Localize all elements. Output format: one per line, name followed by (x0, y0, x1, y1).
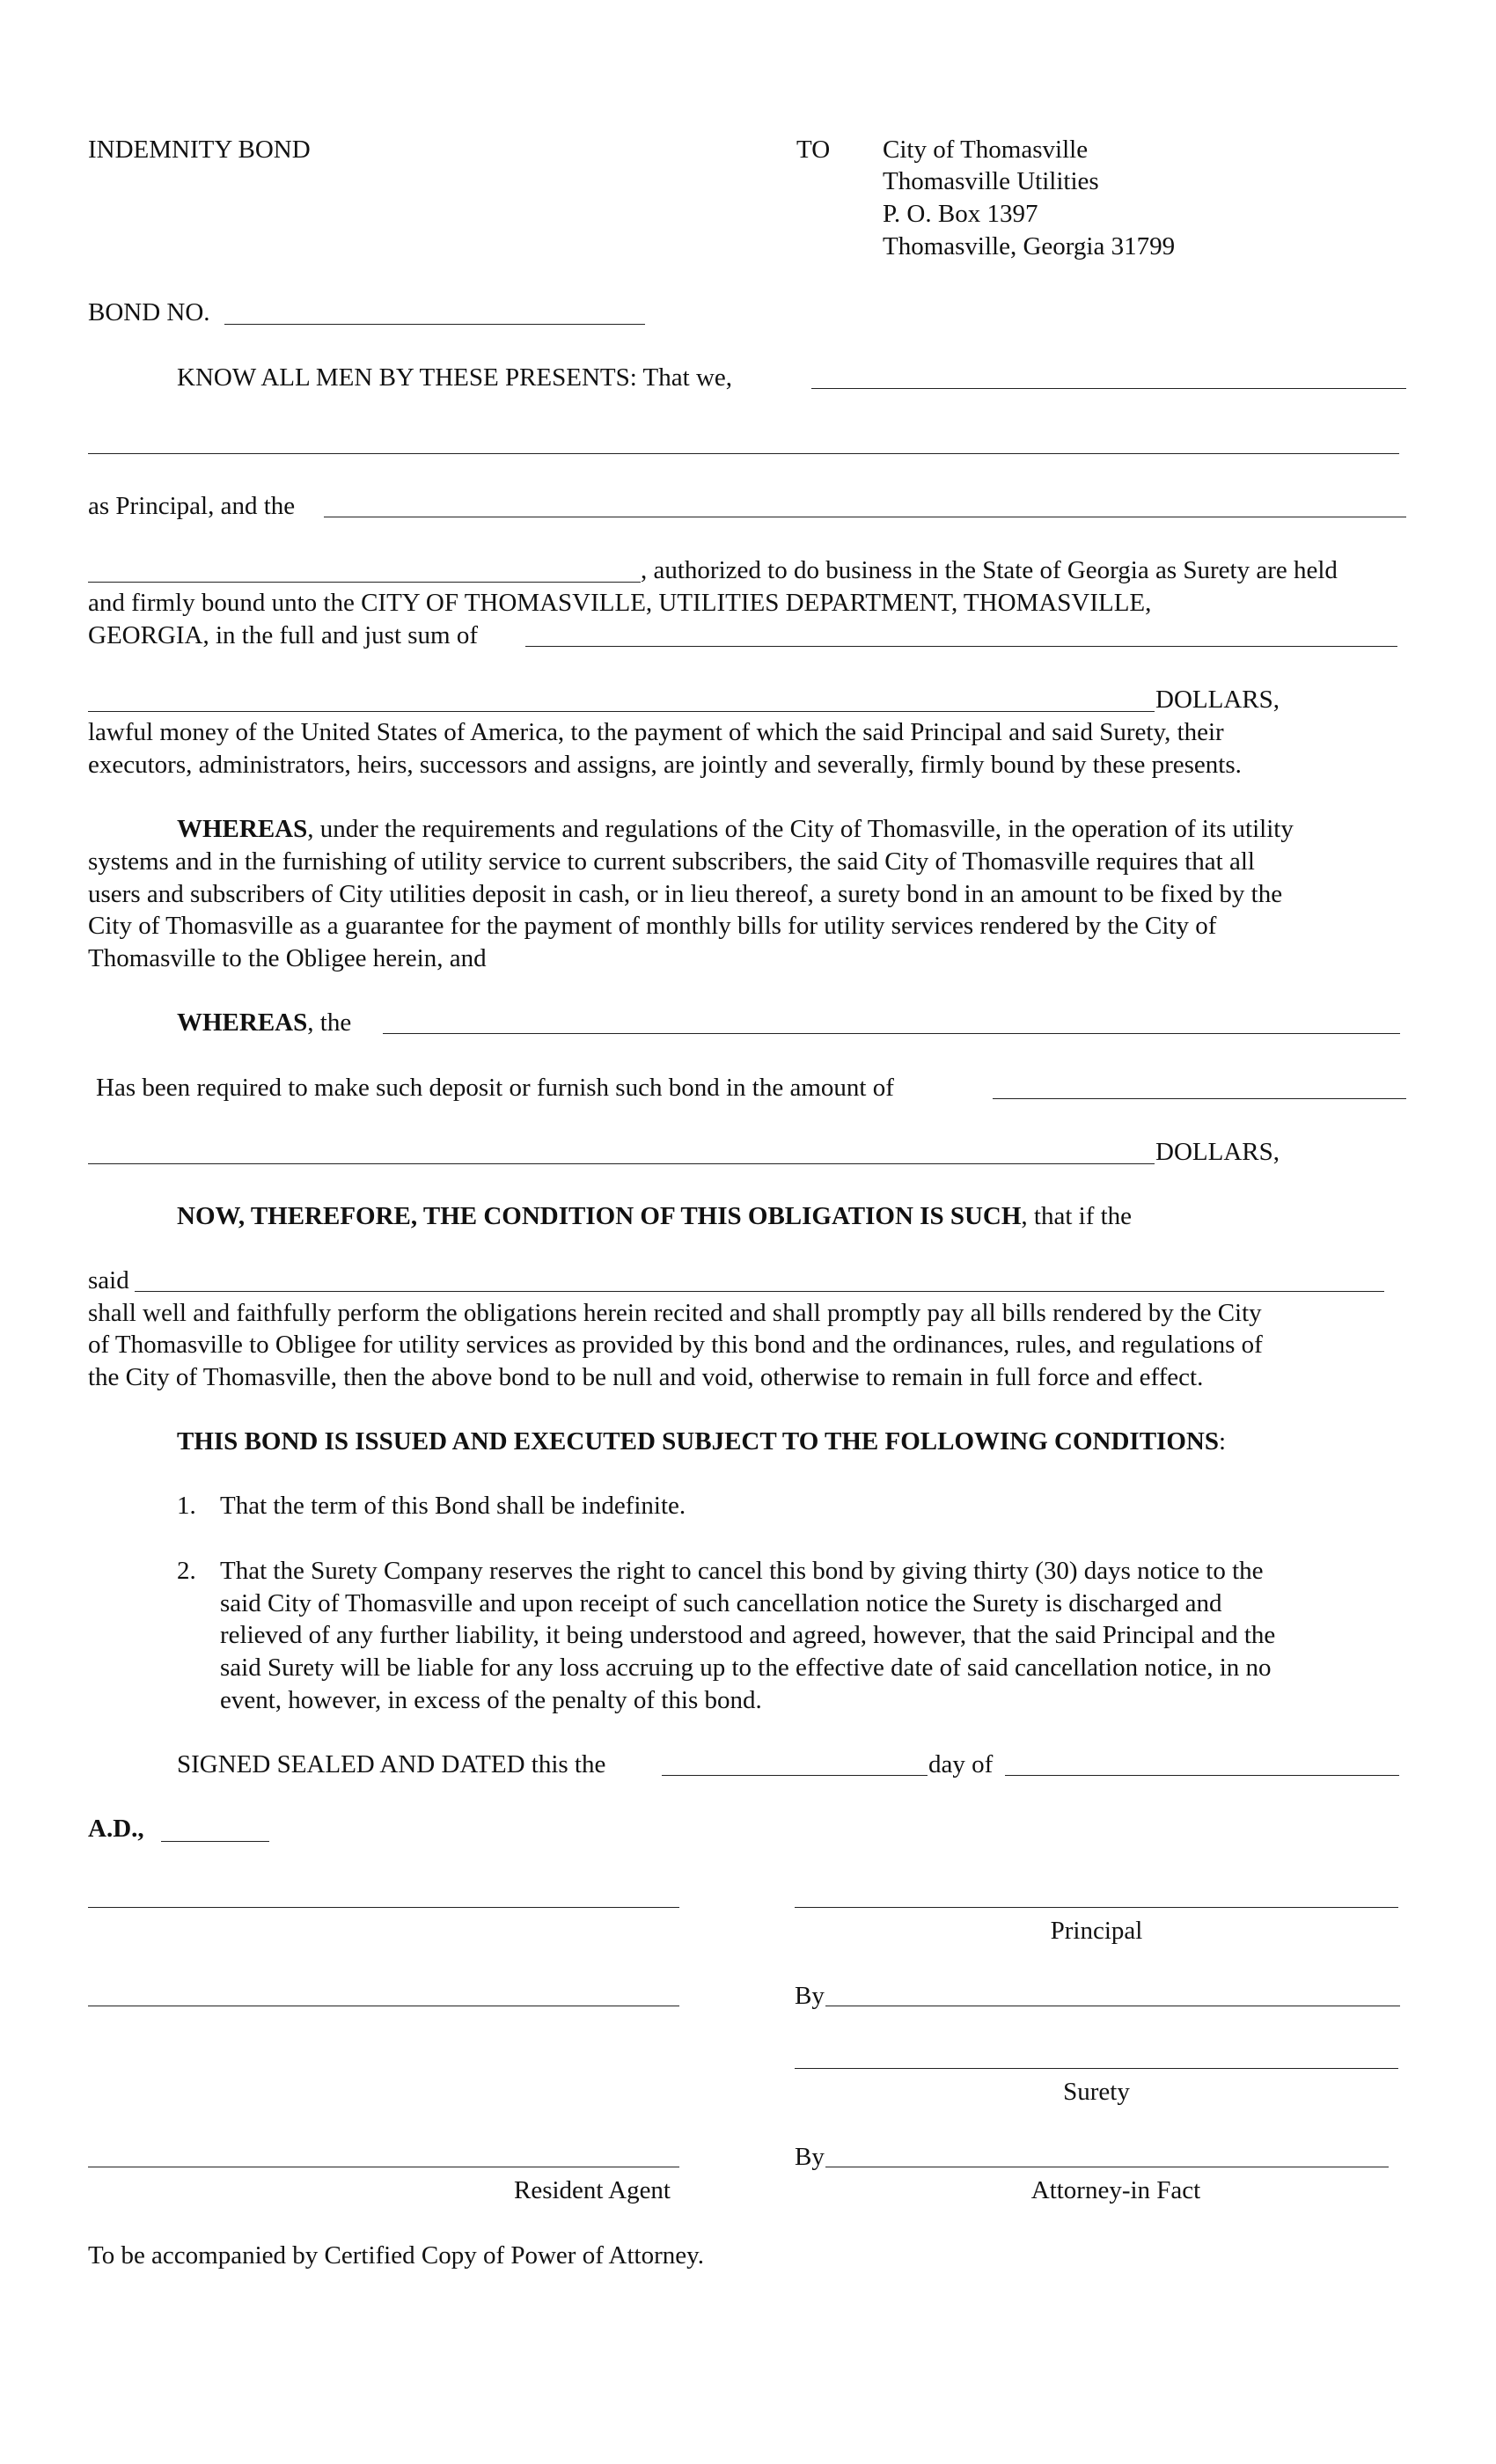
lawful-text-1: lawful money of the United States of America, to the payment of which the said Principal and said Surety, their (88, 718, 1224, 746)
whereas-paragraph-1-first-line (177, 813, 1294, 846)
principal-name-field-2[interactable] (88, 453, 1399, 454)
now-therefore-line-2: of Thomasville to Obligee for utility services as provided by this bond and the ordinances, rules, and regulations of (88, 1331, 1263, 1359)
sum-amount-field[interactable] (525, 646, 1397, 647)
bond-no-label: BOND NO. (88, 298, 210, 326)
now-therefore-line-3: the City of Thomasville, then the above bond to be null and void, otherwise to remain in full force and effect. (88, 1363, 1204, 1391)
firmly-bound-text: and firmly bound unto the CITY OF THOMASVILLE, UTILITIES DEPARTMENT, THOMASVILLE, (88, 589, 1152, 617)
conditions-heading-line (177, 1426, 1226, 1458)
whereas-1-line-5: Thomasville to the Obligee herein, and (88, 944, 487, 972)
now-therefore-line (177, 1200, 1132, 1233)
deposit-amount-field[interactable] (993, 1098, 1406, 1099)
full-sum-text: GEORGIA, in the full and just sum of (88, 621, 479, 649)
whereas-1-line-2: systems and in the furnishing of utility service to current subscribers, the said City of Thomasville requires that all (88, 847, 1255, 876)
surety-name-field-2[interactable] (88, 582, 641, 583)
as-principal-text: as Principal, and the (88, 492, 296, 520)
footer-note: To be accompanied by Certified Copy of Power of Attorney. (88, 2241, 704, 2270)
sum-amount-words-field[interactable] (88, 711, 1155, 712)
address-line-2: Thomasville Utilities (883, 167, 1099, 195)
witness-signature-line-1[interactable] (88, 1907, 679, 1908)
day-of-text: day of (928, 1750, 994, 1778)
whereas-party-field[interactable] (383, 1033, 1400, 1034)
conditions-colon: : (1218, 1427, 1227, 1456)
condition-2-number: 2. (177, 1557, 196, 1585)
required-deposit-text: Has been required to make such deposit or furnish such bond in the amount of (96, 1074, 894, 1102)
ad-label: A.D., (88, 1815, 144, 1843)
signed-text: SIGNED SEALED AND DATED this the (177, 1750, 606, 1778)
whereas-1-line-1: , under the requirements and regulations of the City of Thomasville, in the operation of its utility (307, 815, 1294, 843)
year-field[interactable] (161, 1841, 269, 1842)
by-label-1: By (795, 1982, 825, 2010)
principal-label: Principal (1050, 1917, 1143, 1945)
whereas-1-line-3: users and subscribers of City utilities deposit in cash, or in lieu thereof, a surety bond in an amount to be fixed by the (88, 880, 1283, 908)
now-therefore-rest: , that if the (1021, 1202, 1133, 1230)
now-therefore-heading: NOW, THEREFORE, THE CONDITION OF THIS OBLIGATION IS SUCH (177, 1202, 1022, 1230)
authorized-text: , authorized to do business in the State of Georgia as Surety are held (641, 556, 1338, 584)
surety-label: Surety (1063, 2078, 1130, 2106)
condition-2-line-5: event, however, in excess of the penalty of this bond. (220, 1686, 762, 1714)
condition-2-line-4: said Surety will be liable for any loss accruing up to the effective date of said cancellation notice, in no (220, 1654, 1272, 1682)
condition-1-number: 1. (177, 1492, 196, 1520)
address-line-3: P. O. Box 1397 (883, 200, 1038, 228)
said-party-field[interactable] (135, 1291, 1384, 1292)
condition-2-line-2: said City of Thomasville and upon receipt of such cancellation notice the Surety is discharged and (220, 1589, 1222, 1617)
said-label: said (88, 1266, 129, 1294)
condition-1-text: That the term of this Bond shall be indefinite. (220, 1492, 686, 1520)
to-label: TO (796, 136, 831, 164)
dollars-label-1: DOLLARS, (1155, 686, 1280, 714)
by-label-2: By (795, 2143, 825, 2171)
condition-2-line-3: relieved of any further liability, it being understood and agreed, however, that the said Principal and the (220, 1621, 1276, 1649)
whereas-2-the: , the (307, 1008, 352, 1037)
know-all-text: KNOW ALL MEN BY THESE PRESENTS: That we, (177, 363, 733, 392)
whereas-label-2: WHEREAS (177, 1008, 308, 1037)
dollars-label-2: DOLLARS, (1155, 1138, 1280, 1166)
whereas-label-1: WHEREAS (177, 815, 308, 843)
lawful-text-2: executors, administrators, heirs, successors and assigns, are jointly and severally, firmly bound by these presents. (88, 751, 1242, 779)
principal-signature-line[interactable] (795, 1907, 1398, 1908)
attorney-in-fact-label: Attorney-in Fact (1030, 2176, 1201, 2204)
month-field[interactable] (1005, 1775, 1399, 1776)
resident-agent-label: Resident Agent (513, 2176, 671, 2204)
address-line-1: City of Thomasville (883, 136, 1089, 164)
condition-2-line-1: That the Surety Company reserves the right to cancel this bond by giving thirty (30) days notice to the (220, 1557, 1264, 1585)
conditions-heading: THIS BOND IS ISSUED AND EXECUTED SUBJECT TO THE FOLLOWING CONDITIONS (177, 1427, 1219, 1456)
address-line-4: Thomasville, Georgia 31799 (883, 232, 1176, 260)
whereas-paragraph-2-first-line (177, 1007, 351, 1039)
whereas-1-line-4: City of Thomasville as a guarantee for the payment of monthly bills for utility services rendered by the City of (88, 912, 1217, 940)
principal-name-field[interactable] (811, 388, 1406, 389)
bond-no-field[interactable] (224, 324, 645, 325)
surety-signature-line[interactable] (795, 2068, 1398, 2069)
document-title: INDEMNITY BOND (88, 136, 311, 164)
day-field[interactable] (662, 1775, 928, 1776)
now-therefore-line-1: shall well and faithfully perform the obligations herein recited and shall promptly pay all bills rendered by the City (88, 1299, 1262, 1327)
deposit-amount-words-field[interactable] (88, 1163, 1155, 1164)
